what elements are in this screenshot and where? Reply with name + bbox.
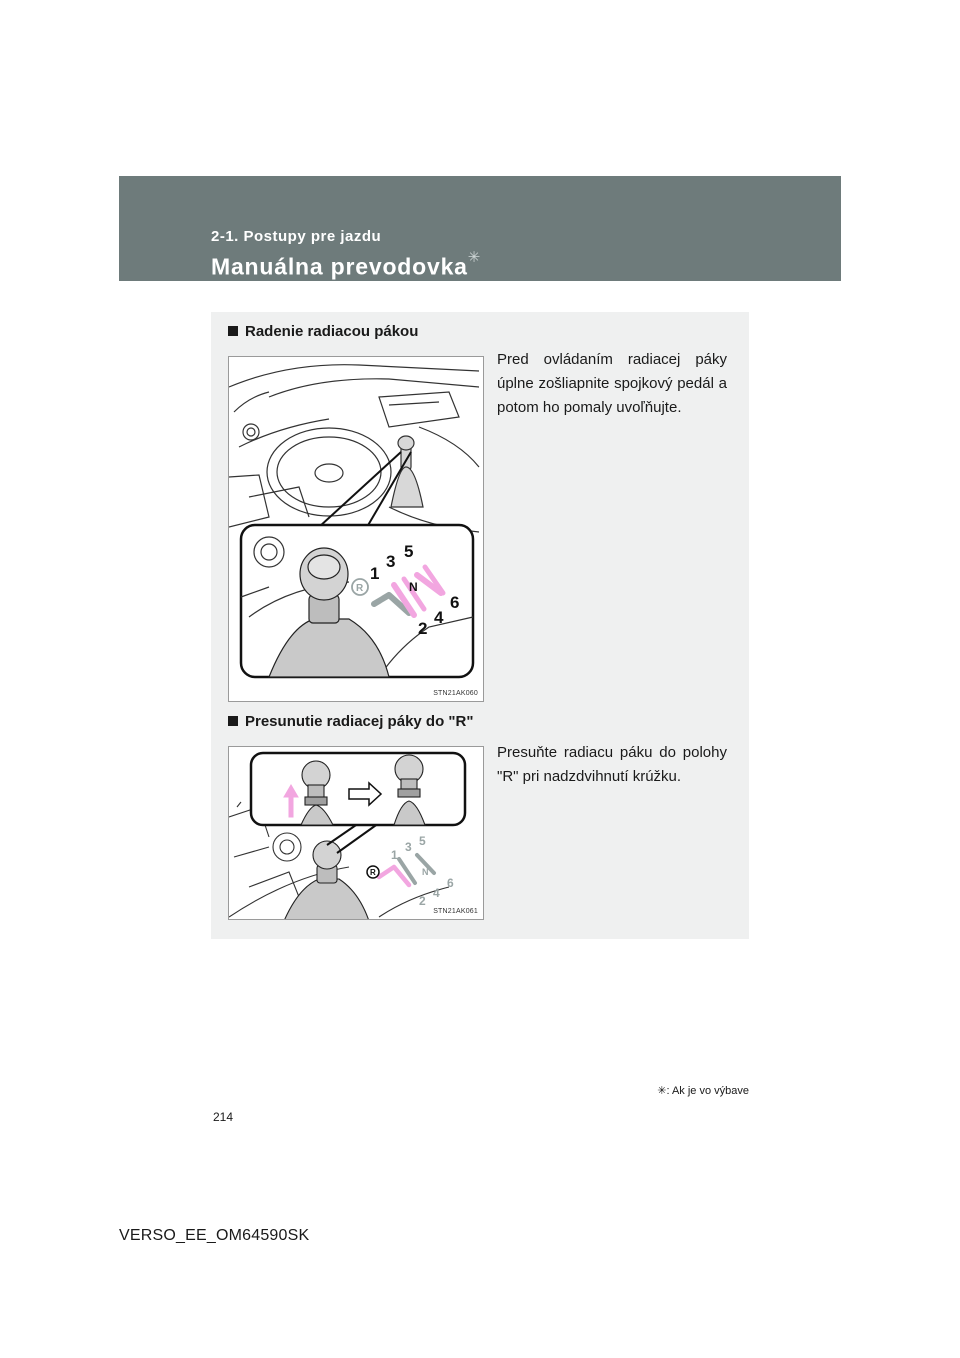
subhead-reverse-text: Presunutie radiacej páky do "R" xyxy=(245,713,474,730)
gear-label-6: 6 xyxy=(450,593,460,612)
gear-label-1-2: 1 xyxy=(391,848,398,862)
subhead-shifting-text: Radenie radiacou pákou xyxy=(245,323,419,340)
gear-label-5: 5 xyxy=(404,542,414,561)
gear-label-1: 1 xyxy=(370,564,380,583)
gear-label-2-2: 2 xyxy=(419,894,426,908)
page-number: 214 xyxy=(213,1110,234,1124)
gear-label-r-2: R xyxy=(370,868,376,877)
gear-label-r: R xyxy=(356,583,364,594)
footnote xyxy=(657,1084,749,1097)
section-label: 2-1. Postupy pre jazdu xyxy=(211,228,382,245)
gear-label-2: 2 xyxy=(418,619,428,638)
document-code: VERSO_EE_OM64590SK xyxy=(119,1227,310,1244)
square-bullet-icon xyxy=(228,716,238,726)
figure-gear-shift xyxy=(228,356,484,702)
text-reverse: Presuňte radiacu páku do polohy "R" pri nadzdvihnutí krúžku. xyxy=(497,744,727,785)
figure-reverse-shift xyxy=(228,746,484,920)
gear-label-6-2: 6 xyxy=(447,876,454,890)
gear-label-4: 4 xyxy=(434,608,444,627)
optional-equipment-mark: ✳ xyxy=(467,249,482,266)
text-shifting: Pred ovládaním radiacej páky úplne zošliapnite spojkový pedál a potom ho pomaly uvoľňujte. xyxy=(497,351,727,416)
page-title xyxy=(211,249,482,281)
illustration-reverse-shift xyxy=(229,747,484,920)
illustration-gear-shift xyxy=(229,357,484,702)
gear-label-3-2: 3 xyxy=(405,840,412,854)
footnote-text: : Ak je vo výbave xyxy=(666,1085,749,1097)
square-bullet-icon xyxy=(228,326,238,336)
gear-label-n-2: N xyxy=(422,867,429,877)
page-title-text: Manuálna prevodovka xyxy=(211,253,468,280)
gear-label-n: N xyxy=(409,580,418,594)
figure-code: STN21AK061 xyxy=(433,908,478,915)
subhead-reverse xyxy=(228,713,473,730)
gear-label-4-2: 4 xyxy=(433,886,440,900)
gear-label-5-2: 5 xyxy=(419,834,426,848)
gear-label-3: 3 xyxy=(386,552,396,571)
subhead-shifting xyxy=(228,323,418,340)
optional-equipment-mark: ✳ xyxy=(657,1085,667,1097)
figure-code: STN21AK060 xyxy=(433,690,478,697)
